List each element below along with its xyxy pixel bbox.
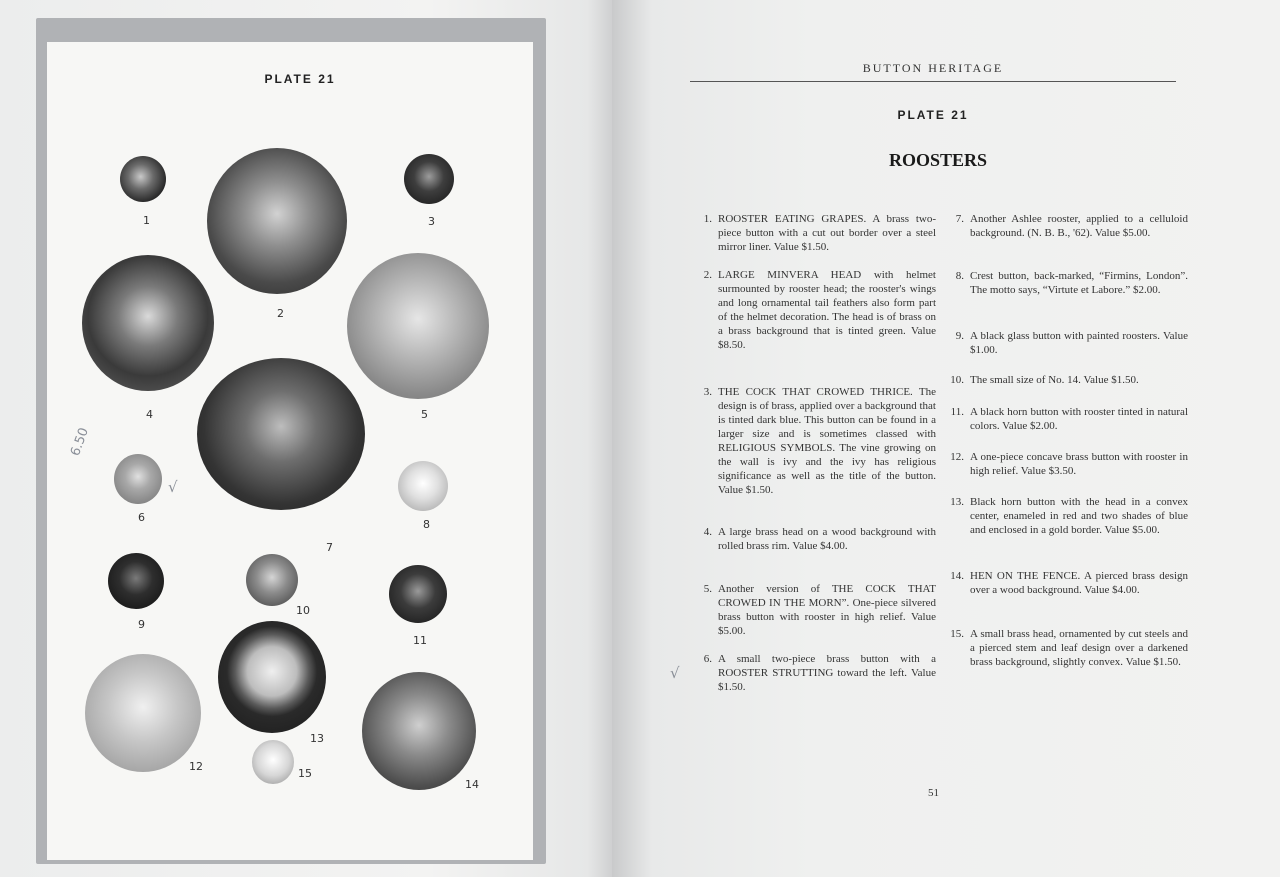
plate-label-right: PLATE 21	[897, 108, 969, 122]
button-number-6: 6	[138, 511, 145, 524]
button-image-13	[218, 621, 326, 733]
plate-label-left: PLATE 21	[264, 72, 336, 86]
running-head: BUTTON HERITAGE	[862, 61, 1004, 75]
entry-item: 3. THE COCK THAT CROWED THRICE. The design is of brass, applied over a background that is tinted dark blue. This button can be found in a larger size and is sometimes classed with RELIGIOUS SYMBOLS. The vine growing on the wall is ivy and the ivy has religious significance as well as the title of the button. Value $1.50.	[703, 386, 936, 496]
button-image-10	[246, 554, 298, 606]
entry-item: 2. LARGE MINVERA HEAD with helmet surmounted by rooster head; the rooster's wings and long ornamental tail feathers also form part of the helmet decoration. The head is of brass on a brass background that is tinted green. Value $8.50.	[703, 269, 936, 351]
button-image-5	[347, 253, 489, 399]
button-image-12	[85, 654, 201, 772]
button-number-2: 2	[277, 307, 284, 320]
check-mark-left: √	[168, 478, 178, 496]
button-image-6	[114, 454, 162, 504]
button-image-2	[207, 148, 347, 294]
button-number-11: 11	[413, 634, 427, 647]
page-title: ROOSTERS	[888, 150, 988, 170]
entry-item: 12. A one-piece concave brass button with rooster in high relief. Value $3.50.	[950, 451, 1188, 477]
page-number: 51	[928, 787, 939, 799]
button-image-8	[398, 461, 448, 511]
entry-item: 1. ROOSTER EATING GRAPES. A brass two-piece button with a cut out border over a steel mirror liner. Value $1.50.	[703, 213, 936, 253]
entries-column-right	[946, 212, 1188, 685]
button-image-15	[252, 740, 294, 784]
check-mark-right: √	[670, 664, 680, 682]
button-number-7: 7	[326, 541, 333, 554]
button-number-5: 5	[421, 408, 428, 421]
entry-item: 7. Another Ashlee rooster, applied to a celluloid background. (N. B. B., '62). Value $5.00.	[955, 213, 1188, 239]
entry-item: 14. HEN ON THE FENCE. A pierced brass design over a wood background. Value $4.00.	[950, 570, 1188, 596]
running-head-rule	[690, 81, 1176, 82]
entry-item: 9. A black glass button with painted roosters. Value $1.00.	[955, 330, 1188, 356]
button-image-14	[362, 672, 476, 790]
button-number-10: 10	[296, 604, 310, 617]
entry-item: 13. Black horn button with the head in a convex center, enameled in red and two shades of blue and enclosed in a gold border. Value $5.00.	[950, 496, 1188, 536]
handwritten-price-note: 6.50	[68, 425, 92, 459]
entry-item: 4. A large brass head on a wood background with rolled brass rim. Value $4.00.	[703, 526, 936, 552]
entry-item: 6. A small two-piece brass button with a ROOSTER STRUTTING toward the left. Value $1.50.	[703, 653, 936, 693]
entries-column-left	[694, 212, 936, 696]
button-image-3	[404, 154, 454, 204]
button-number-13: 13	[310, 732, 324, 745]
entry-item: 5. Another version of THE COCK THAT CROWED IN THE MORN”. One-piece silvered brass button with rooster in high relief. Value $5.00.	[703, 583, 936, 637]
button-image-9	[108, 553, 164, 609]
button-number-8: 8	[423, 518, 430, 531]
left-page	[0, 0, 612, 877]
entry-item: 8. Crest button, back-marked, “Firmins, London”. The motto says, “Virtute et Labore.” $2.00.	[955, 270, 1188, 296]
button-image-4	[82, 255, 214, 391]
button-image-7	[197, 358, 365, 510]
button-number-3: 3	[428, 215, 435, 228]
button-number-9: 9	[138, 618, 145, 631]
button-number-4: 4	[146, 408, 153, 421]
button-image-1	[120, 156, 166, 202]
button-number-12: 12	[189, 760, 203, 773]
entry-item: 11. A black horn button with rooster tinted in natural colors. Value $2.00.	[950, 406, 1188, 432]
entry-item: 15. A small brass head, ornamented by cut steels and a pierced stem and leaf design over a darkened brass background, slightly convex. Value $1.50.	[950, 628, 1188, 668]
entry-item: 10. The small size of No. 14. Value $1.50.	[950, 374, 1139, 386]
button-number-15: 15	[298, 767, 312, 780]
button-image-11	[389, 565, 447, 623]
button-number-14: 14	[465, 778, 479, 791]
button-number-1: 1	[143, 214, 150, 227]
